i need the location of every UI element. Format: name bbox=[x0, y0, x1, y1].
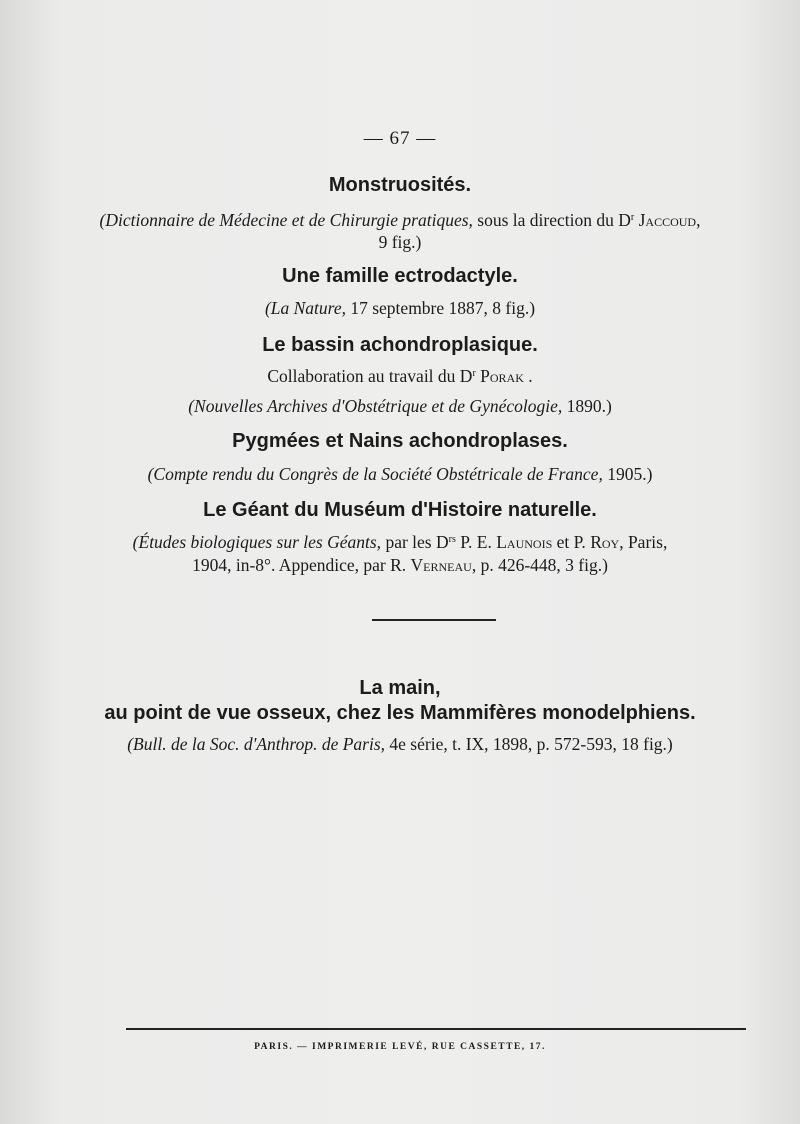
entry-ref-line-2: 9 fig.) bbox=[378, 232, 422, 252]
ref-smallcaps: Jaccoud, bbox=[634, 210, 701, 230]
entry-title-pygmees: Pygmées et Nains achondroplases. bbox=[232, 430, 568, 452]
ref-roman: , p. 426-448, 3 fig.) bbox=[471, 555, 608, 575]
ref-smallcaps: Roy bbox=[590, 532, 620, 552]
page-number: — 67 — bbox=[363, 128, 437, 149]
collab-sup: r bbox=[472, 368, 476, 379]
ref-sup: r bbox=[630, 212, 635, 223]
entry-collab-line bbox=[0, 366, 800, 387]
entry-title-geant: Le Géant du Muséum d'Histoire naturelle. bbox=[203, 499, 597, 521]
entry-title-bassin: Le bassin achondroplasique. bbox=[262, 334, 538, 356]
entry-ref-line bbox=[0, 210, 800, 231]
ref-italic: (La Nature, bbox=[264, 298, 346, 318]
ref-italic: (Dictionnaire de Médecine et de Chirurgie pratiques, bbox=[99, 210, 473, 230]
ref-roman: P. E. bbox=[455, 532, 497, 552]
entry-ref-line bbox=[0, 532, 800, 553]
entry-ref-line bbox=[0, 298, 800, 319]
ref-roman: et P. bbox=[552, 532, 591, 552]
printer-footer: PARIS. — IMPRIMERIE LEVÉ, RUE CASSETTE, 17. bbox=[254, 1042, 546, 1052]
entry-ref-line bbox=[0, 396, 800, 417]
entry-title-monstruosites: Monstruosités. bbox=[328, 174, 472, 196]
final-ref-line bbox=[0, 734, 800, 755]
section-divider bbox=[372, 619, 496, 621]
ref-smallcaps: Verneau bbox=[410, 555, 472, 575]
final-title-line-2: au point de vue osseux, chez les Mammifères monodelphiens. bbox=[104, 702, 696, 724]
entry-ref-line bbox=[0, 464, 800, 485]
collab-roman: Collaboration au travail du D bbox=[267, 366, 473, 386]
ref-roman: 4e série, t. IX, 1898, p. 572-593, 18 fig.) bbox=[385, 734, 673, 754]
ref-roman: par les D bbox=[381, 532, 449, 552]
collab-smallcaps: Porak . bbox=[475, 366, 533, 386]
footer-rule bbox=[126, 1028, 746, 1030]
entry-title-ectrodactyle: Une famille ectrodactyle. bbox=[282, 265, 518, 287]
ref-roman: 1890.) bbox=[562, 396, 612, 416]
final-title-line-1: La main, bbox=[359, 677, 441, 699]
ref-italic: (Nouvelles Archives d'Obstétrique et de Gynécologie, bbox=[188, 396, 563, 416]
ref-roman: 1905.) bbox=[602, 464, 653, 484]
ref-italic: (Études biologiques sur les Géants, bbox=[132, 532, 382, 552]
ref-italic: (Compte rendu du Congrès de la Société Obstétricale de France, bbox=[147, 464, 603, 484]
ref-roman: 1904, in-8°. Appendice, par R. bbox=[192, 555, 411, 575]
ref-italic: (Bull. de la Soc. d'Anthrop. de Paris, bbox=[127, 734, 386, 754]
ref-roman: , Paris, bbox=[619, 532, 668, 552]
ref-roman: sous la direction du D bbox=[472, 210, 631, 230]
ref-roman: 17 septembre 1887, 8 fig.) bbox=[345, 298, 536, 318]
entry-ref-line-2 bbox=[0, 555, 800, 576]
ref-sup: rs bbox=[448, 534, 456, 545]
ref-smallcaps: Launois bbox=[496, 532, 553, 552]
